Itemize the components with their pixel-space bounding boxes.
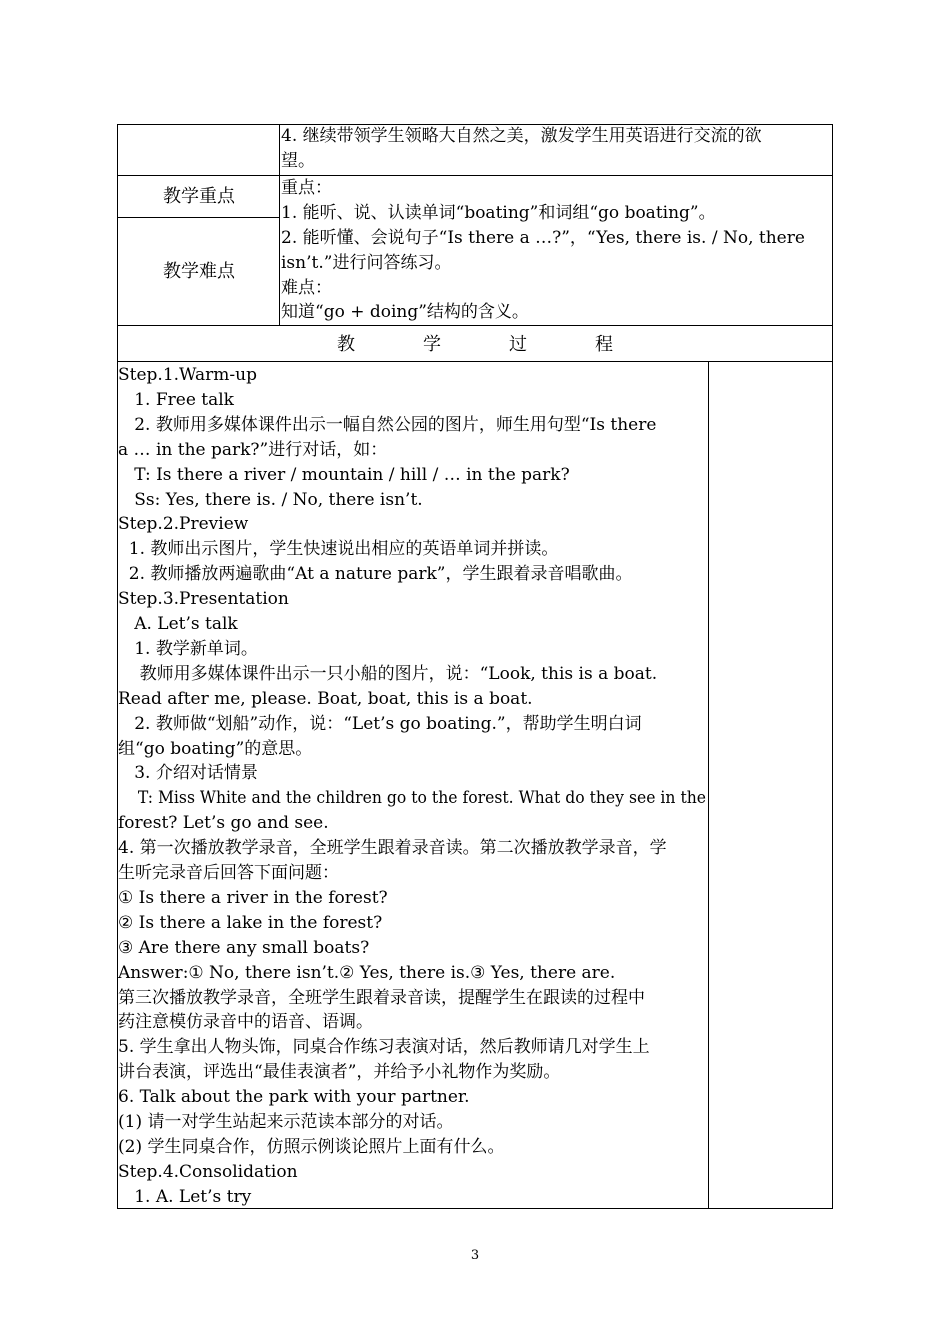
key-point: isn’t.”进行问答练习。 (281, 253, 452, 273)
process-line: Step.1.Warm-up (118, 365, 257, 385)
process-line: 6. Talk about the park with your partner. (118, 1087, 470, 1108)
process-line: Step.2.Preview (118, 514, 249, 535)
difficult-points-label: 教学难点 (163, 261, 235, 282)
objective-line: 望。 (281, 151, 315, 171)
key-points-label: 教学重点 (163, 186, 235, 207)
process-line: 1. 教师出示图片，学生快速说出相应的英语单词并拼读。 (118, 539, 559, 560)
difficult-point: 知道“go + doing”结构的含义。 (281, 302, 529, 322)
process-line: (2) 学生同桌合作，仿照示例谈论照片上面有什么。 (118, 1136, 505, 1157)
row-divider (117, 175, 833, 176)
process-line: T: Is there a river / mountain / hill / … in the park? (118, 464, 570, 485)
key-heading: 重点： (281, 178, 332, 198)
process-line: ① Is there a river in the forest? (118, 887, 388, 908)
process-line: 5. 学生拿出人物头饰，同桌合作练习表演对话，然后教师请几对学生上 (118, 1037, 650, 1058)
process-line: ③ Are there any small boats? (118, 937, 370, 958)
process-line: Answer:① No, there isn’t.② Yes, there is.③ Yes, there are. (118, 962, 616, 983)
process-line: 组“go boating”的意思。 (118, 738, 313, 759)
row-divider (117, 217, 279, 218)
process-line: 第三次播放教学录音，全班学生跟着录音读，提醒学生在跟读的过程中 (118, 987, 645, 1008)
process-line: 讲台表演，评选出“最佳表演者”，并给予小礼物作为奖励。 (118, 1062, 561, 1083)
process-line: Ss: Yes, there is. / No, there isn’t. (118, 489, 423, 510)
objective-line: 4. 继续带领学生领略大自然之美，激发学生用英语进行交流的欲 (281, 126, 762, 146)
process-line: T: Miss White and the children go to the forest. What do they see in the (118, 788, 707, 809)
process-header (118, 325, 832, 361)
process-line: 1. 教学新单词。 (118, 638, 258, 659)
process-line: forest? Let’s go and see. (118, 813, 329, 834)
process-line: 4. 第一次播放教学录音，全班学生跟着录音读。第二次播放教学录音，学 (118, 838, 667, 859)
process-header-char: 教 (337, 334, 355, 355)
process-line: Step.3.Presentation (118, 589, 289, 610)
process-line: 教师用多媒体课件出示一只小船的图片，说：“Look, this is a boat. (118, 663, 658, 684)
process-header-char: 学 (423, 334, 441, 355)
label-column-divider (279, 124, 280, 325)
process-line: a … in the park?”进行对话，如： (118, 439, 388, 460)
process-line: 1. Free talk (118, 389, 234, 410)
process-line: 2. 教师用多媒体课件出示一幅自然公园的图片，师生用句型“Is there (118, 414, 657, 435)
process-header-char: 过 (509, 334, 527, 355)
process-line: 3. 介绍对话情景 (118, 763, 258, 784)
process-line: A. Let’s talk (118, 614, 238, 634)
process-line: 1. A. Let’s try (118, 1186, 252, 1207)
notes-column-divider (708, 361, 709, 1209)
process-header-char: 程 (595, 334, 613, 355)
page-number: 3 (470, 1248, 480, 1263)
process-line: Step.4.Consolidation (118, 1161, 298, 1182)
difficult-heading: 难点： (281, 278, 332, 298)
process-line: (1) 请一对学生站起来示范读本部分的对话。 (118, 1112, 454, 1132)
process-line: 2. 教师做“划船”动作，说：“Let’s go boating.”，帮助学生明白词 (118, 713, 642, 734)
row-divider (117, 361, 833, 362)
key-point: 2. 能听懂、会说句子“Is there a …?”，“Yes, there is. / No, there (281, 228, 805, 248)
key-point: 1. 能听、说、认读单词“boating”和词组“go boating”。 (281, 203, 716, 223)
process-line: Read after me, please. Boat, boat, this is a boat. (118, 688, 533, 709)
process-line: 药注意模仿录音中的语音、语调。 (118, 1012, 373, 1033)
process-line: 生听完录音后回答下面问题： (118, 863, 339, 883)
process-line: ② Is there a lake in the forest? (118, 912, 383, 933)
process-line: 2. 教师播放两遍歌曲“At a nature park”，学生跟着录音唱歌曲。 (118, 564, 633, 585)
